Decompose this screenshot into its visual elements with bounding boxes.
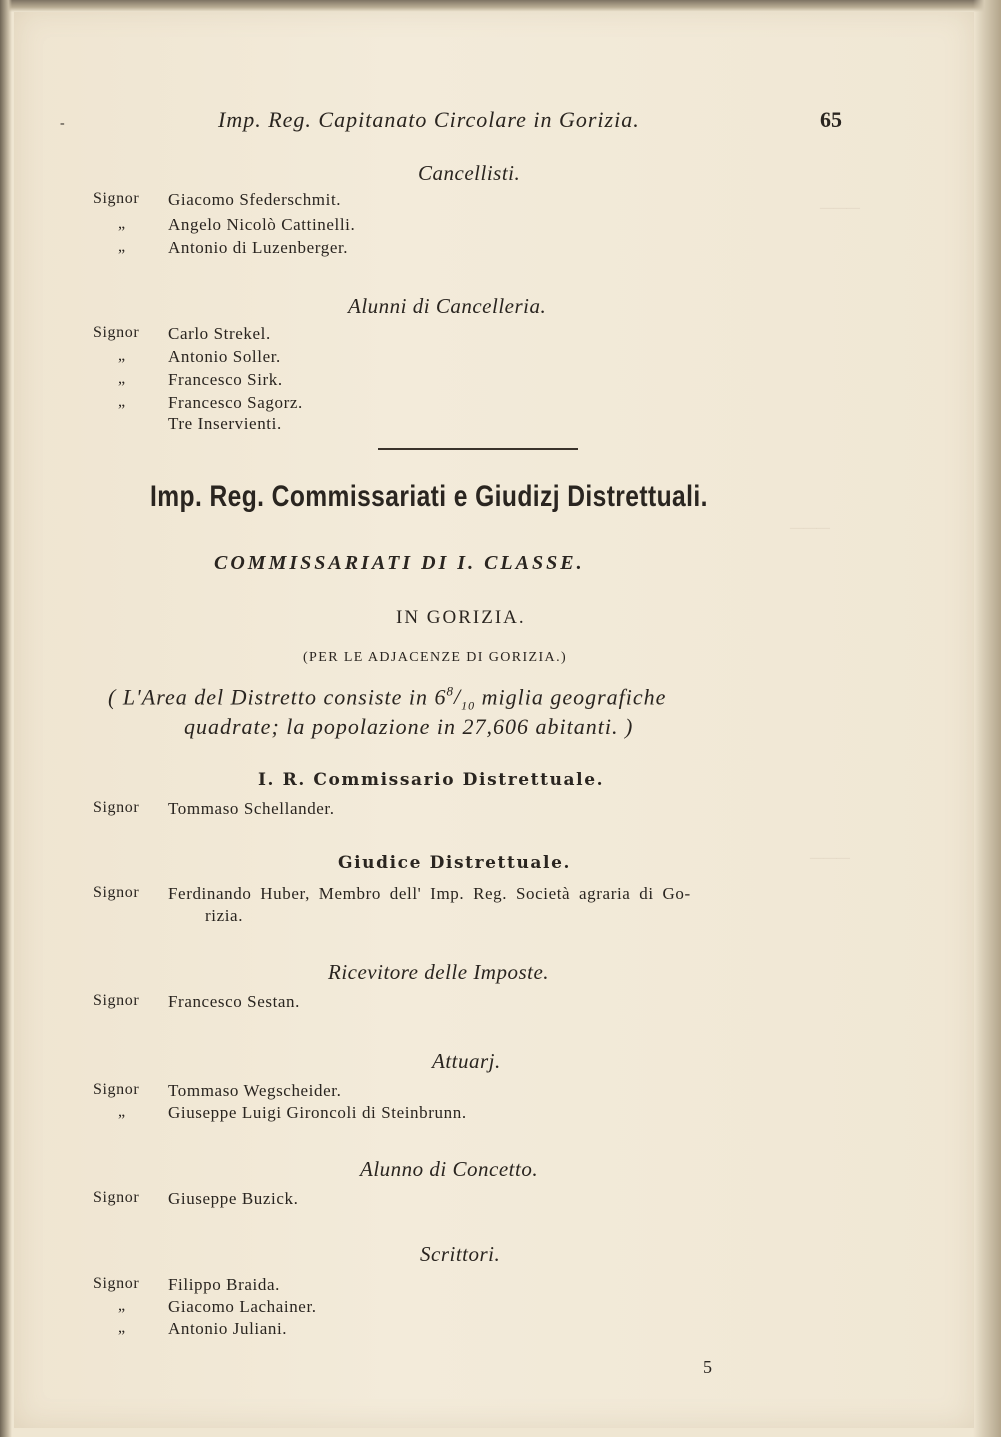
section-title-commissario: I. R. Commissario Distrettuale. — [258, 770, 605, 790]
section-title-ricevitore: Ricevitore delle Imposte. — [328, 960, 550, 984]
section-divider — [378, 448, 578, 450]
entry-prefix: Signor — [93, 992, 140, 1009]
list-item — [0, 347, 960, 369]
entry-name: Carlo Strekel. — [168, 324, 271, 343]
list-item — [0, 1319, 960, 1341]
area-text: miglia geografiche — [475, 684, 667, 710]
entry-name: Angelo Nicolò Cattinelli. — [168, 215, 356, 234]
entry-name: Antonio Juliani. — [168, 1319, 288, 1338]
entry-name: Francesco Sirk. — [168, 370, 283, 389]
class-heading: COMMISSARIATI DI I. CLASSE. — [214, 552, 585, 574]
adjacent-note: (PER LE ADJACENZE DI GORIZIA.) — [303, 650, 568, 665]
entry-prefix: „ — [118, 215, 126, 232]
entry-name: Francesco Sagorz. — [168, 393, 303, 412]
list-item — [0, 799, 960, 821]
running-head: Imp. Reg. Capitanato Circolare in Gorizia. — [218, 107, 640, 132]
section-title-alunno-concetto: Alunno di Concetto. — [360, 1157, 539, 1181]
entry-name-continued: rizia. — [205, 906, 244, 925]
area-line-2: quadrate; la popolazione in 27,606 abitanti. ) — [184, 714, 634, 739]
list-item — [0, 324, 960, 346]
main-heading: Imp. Reg. Commissariati e Giudizj Distrettuali. — [150, 480, 708, 513]
entry-name: Tommaso Schellander. — [168, 799, 335, 818]
section-title-alunni: Alunni di Cancelleria. — [348, 294, 547, 318]
entry-name: Ferdinando Huber, Membro dell' Imp. Reg. Società agraria di Go- — [168, 884, 691, 903]
list-item — [0, 1275, 960, 1297]
section-title-giudice: Giudice Distrettuale. — [338, 853, 572, 873]
list-item — [0, 1189, 960, 1211]
entry-prefix: „ — [118, 1103, 126, 1120]
entry-prefix: „ — [118, 238, 126, 255]
list-item — [0, 238, 960, 260]
list-item — [0, 393, 960, 415]
page-right-edge — [973, 0, 1001, 1437]
entry-prefix: Signor — [93, 1275, 140, 1292]
page-number: 65 — [820, 107, 842, 132]
area-text: ( L'Area del Distretto consiste in 6 — [108, 684, 447, 710]
signature-mark: 5 — [703, 1357, 712, 1377]
bleed-through: ——— — [810, 850, 851, 866]
fraction-numerator: 8 — [446, 684, 454, 699]
entry-name: Antonio di Luzenberger. — [168, 238, 349, 257]
list-item — [0, 884, 960, 928]
list-item — [0, 370, 960, 392]
entry-prefix: Signor — [93, 799, 140, 816]
entry-prefix: Signor — [93, 190, 140, 207]
list-item — [0, 992, 960, 1014]
entry-name: Giacomo Sfederschmit. — [168, 190, 342, 209]
entry-prefix: „ — [118, 347, 126, 364]
section-title-attuarj: Attuarj. — [432, 1049, 501, 1073]
bleed-through: ——— — [820, 200, 861, 216]
city-heading: IN GORIZIA. — [396, 607, 526, 628]
entry-prefix: „ — [118, 370, 126, 387]
entry-prefix: „ — [118, 1297, 126, 1314]
section-title-scrittori: Scrittori. — [420, 1242, 501, 1266]
entry-name: Giuseppe Buzick. — [168, 1189, 299, 1208]
entry-name: Giacomo Lachainer. — [168, 1297, 317, 1316]
entry-prefix: „ — [118, 1319, 126, 1336]
entry-prefix: Signor — [93, 324, 140, 341]
entry-name: Giuseppe Luigi Gironcoli di Steinbrunn. — [168, 1103, 467, 1122]
area-line-1 — [108, 684, 666, 714]
entry-prefix: „ — [118, 393, 126, 410]
entry-name: Tommaso Wegscheider. — [168, 1081, 342, 1100]
entry-name: Tre Inservienti. — [168, 414, 282, 433]
list-item — [0, 190, 960, 212]
area-fraction: $^8/_{10}$ — [446, 684, 476, 713]
list-item — [0, 1081, 960, 1103]
section-title-cancellisti: Cancellisti. — [418, 161, 521, 185]
list-item — [0, 215, 960, 237]
margin-dash: - — [60, 116, 65, 131]
list-item — [0, 1103, 960, 1125]
entry-name: Filippo Braida. — [168, 1275, 280, 1294]
entry-name: Francesco Sestan. — [168, 992, 300, 1011]
entry-prefix: Signor — [93, 1189, 140, 1206]
entry-name: Antonio Soller. — [168, 347, 281, 366]
fraction-denominator: 10 — [461, 698, 476, 713]
entry-prefix: Signor — [93, 884, 140, 901]
list-item — [0, 414, 960, 436]
list-item — [0, 1297, 960, 1319]
page-top-edge — [0, 0, 1001, 12]
entry-prefix: Signor — [93, 1081, 140, 1098]
bleed-through: ——— — [790, 520, 831, 536]
